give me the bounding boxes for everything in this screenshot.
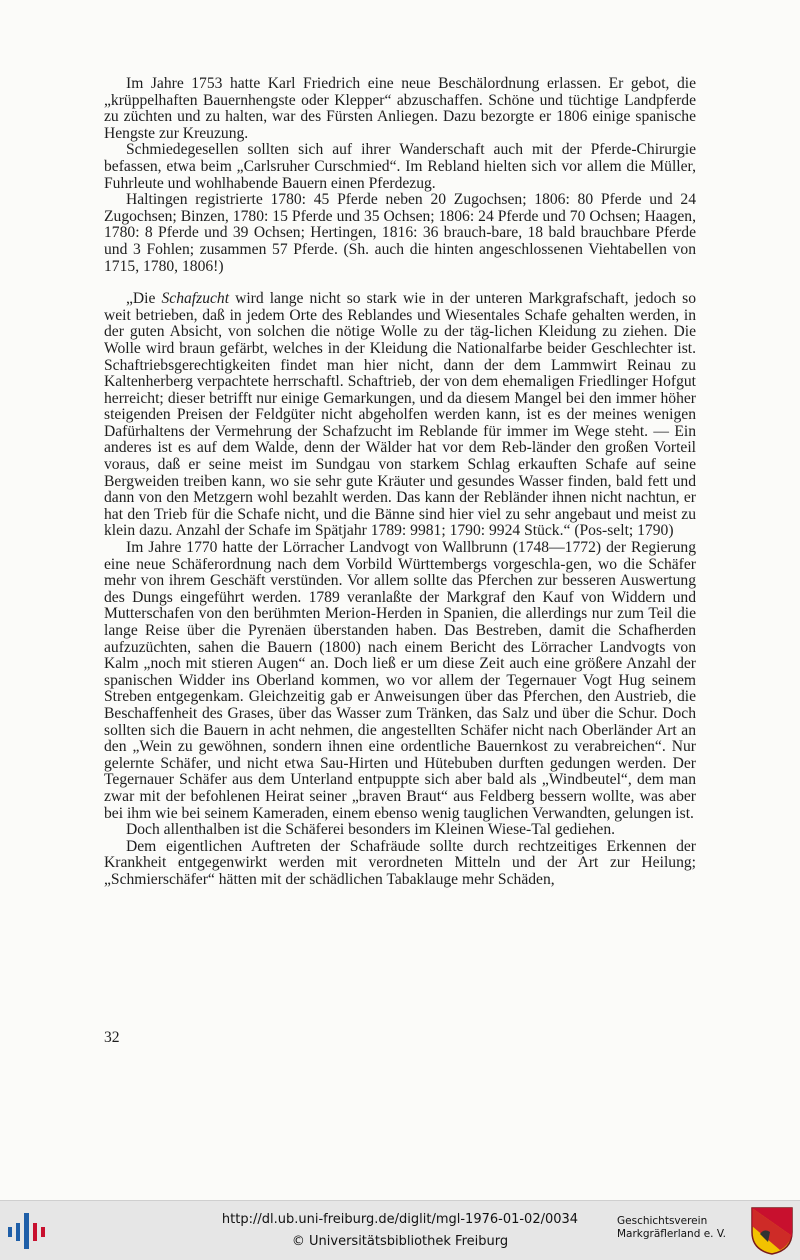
coat-of-arms-icon	[750, 1206, 794, 1256]
viewer-footer	[0, 1200, 800, 1260]
quote-paragraph	[104, 291, 696, 540]
footer-copyright: © Universitätsbibliothek Freiburg	[291, 1234, 509, 1249]
body-text	[104, 76, 696, 889]
footer-url-link[interactable]: http://dl.ub.uni-freiburg.de/diglit/mgl-1976-01-02/0034	[221, 1212, 579, 1227]
paragraph: Schmiedegesellen sollten sich auf ihrer Wanderschaft auch mit der Pferde-Chirurgie befassen, etwa beim „Carlsruher Curschmied“. Im Rebland hielten sich vor allem die Müller, Fuhrleute und wohlhabende Bauern einen Pferdezug.	[104, 141, 696, 192]
quote-start: „Die	[126, 290, 162, 308]
paragraph: Doch allenthalben ist die Schäferei besonders im Kleinen Wiese-Tal gediehen.	[126, 821, 616, 839]
org-name	[617, 1215, 726, 1241]
page-number: 32	[104, 1029, 120, 1046]
paragraph: Im Jahre 1753 hatte Karl Friedrich eine neue Beschälordnung erlassen. Er gebot, die „krüppelhaften Bauernhengste oder Klepper“ abzuschaffen. Schöne und tüchtige Landpferde zu züchten und zu halten, war des Fürsten Anliegen. Dazu bezorgte er 1806 einige spanische Hengste zur Kreuzung.	[104, 75, 696, 142]
paragraph: Dem eigentlichen Auftreten der Schafräude sollte durch rechtzeitiges Erkennen der Krankheit entgegenwirkt werden mit verordneten Mitteln und der Art zur Heilung; „Schmierschäfer“ hätten mit der schädlichen Tabaklauge mehr Schäden,	[104, 837, 696, 888]
emphasis-schafzucht: Schafzucht	[161, 290, 230, 308]
paragraph: Haltingen registrierte 1780: 45 Pferde neben 20 Zugochsen; 1806: 80 Pferde und 24 Zugochsen; Binzen, 1780: 15 Pferde und 35 Ochsen; 1806: 24 Pferde und 70 Ochsen; Haagen, 1780: 8 Pferde und 39 Ochsen; Hertingen, 1816: 36 brauch-bare, 18 bald brauchbare Pferde und 3 Fohlen; zusammen 57 Pferde. (Sh. auch die hinten angeschlossenen Viehtabellen von 1715, 1780, 1806!)	[104, 191, 696, 275]
quote-rest: wird lange nicht so stark wie in der unteren Markgrafschaft, jedoch so weit betrieben, daß in jedem Orte des Reblandes und Wiesentales Schafe gehalten werden, in der guten Absicht, von solchen die nötige Wolle zu der täg-lichen Kleidung zu ziehen. Die Wolle wird braun gefärbt, welches in der Kleidung die Nationalfarbe beider Geschlechter ist. Schaftriebsgerechtigkeiten findet man hier nicht, dann der dem Lammwirt Reinau zu Kaltenherberg verpachtete herrschaftl. Schaftrieb, der von dem ehemaligen Friedlinger Hofgut herreicht; dieser betrifft nur einige Gemarkungen, und da diesem Mangel bei den immer höher steigenden Preisen der Feldgüter nicht abgeholfen werden kann, ist es der meines wenigen Dafürhaltens der Vermehrung der Schafzucht im Reblande für immer im Wege steht. — Ein anderes ist es auf dem Walde, denn der Wälder hat vor dem Reb-länder den großen Vorteil voraus, daß er seine meist im Sundgau von starkem Schlag erkauften Schafe auf seine Bergweiden treiben kann, wo sie sehr gute Kräuter und gesundes Wasser finden, bald fett und dann von den Metzgern wohl bezahlt werden. Das kann der Rebländer ihnen nicht nachtun, er hat den Trieb für die Schafe nicht, und die Bänne sind hier viel zu sehr angebaut und meist zu klein dazu. Anzahl der Schafe im Spätjahr 1789: 9981; 1790: 9924 Stück.“ (Pos-selt; 1790)	[104, 290, 696, 540]
library-logo-icon	[6, 1209, 52, 1253]
org-line-1: Geschichtsverein	[617, 1215, 708, 1227]
org-line-2: Markgräflerland e. V.	[617, 1228, 727, 1240]
paragraph: Im Jahre 1770 hatte der Lörracher Landvogt von Wallbrunn (1748—1772) der Regierung eine neue Schäferordnung nach dem Vorbild Württembergs vorgeschla-gen, wo die Schäfer mehr von ihrem Geschäft verstünden. Vor allem sollte das Pferchen zur besseren Auswertung des Dungs eingeführt werden. 1789 veranlaßte der Markgraf den Kauf von Widdern und Mutterschafen von den berühmten Merion-Herden in Spanien, die allerdings nur zum Teil die lange Reise über die Pyrenäen überstanden haben. Das Bestreben, damit die Schafherden aufzuzüchten, sahen die Bauern (1800) nach einem Bericht des Lörracher Landvogts von Kalm „noch mit stieren Augen“ an. Doch ließ er um diese Zeit auch eine größere Anzahl der spanischen Widder ins Oberland kommen, wo vor allem der Tegernauer Vogt Hug seinem Streben entgegenkam. Gleichzeitig gab er Anweisungen über das Pferchen, den Austrieb, die Beschaffenheit des Grases, über das Wasser zum Tränken, das Salz und über die Schur. Doch sollten sich die Bauern in acht nehmen, die angestellten Schäfer nicht nach Oberländer Art an den „Wein zu gewöhnen, sondern ihnen eine ordentliche Bauernkost zu verabreichen“. Nur gelernte Schäfer, und nicht etwa Sau-Hirten und Hütebuben durften gedungen werden. Der Tegernauer Schäfer aus dem Unterland entpuppte sich aber bald als „Windbeutel“, dem man zwar mit der befohlenen Heirat seiner „braven Braut“ aus Feldberg bessern wollte, was aber bei ihm wie bei seinem Kameraden, einem ebenso wenig tauglichen Verwandten, gelungen ist.	[104, 539, 696, 822]
